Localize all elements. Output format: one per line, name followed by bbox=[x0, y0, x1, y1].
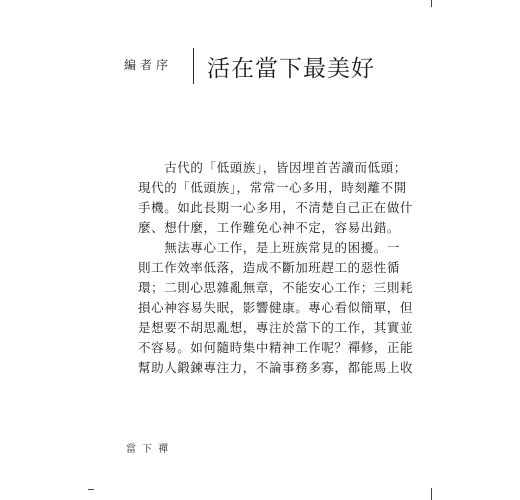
crop-mark-bottom-left bbox=[88, 489, 94, 490]
body-line: 古代的「低頭族」，皆因埋首苦讀而低頭； bbox=[138, 160, 407, 175]
body-line: 現代的「低頭族」，常常一心多用，時刻離不開 bbox=[138, 180, 407, 195]
body-line: 麼、想什麼，工作難免心神不定，容易出錯。 bbox=[138, 220, 401, 235]
section-label: 編者序 bbox=[124, 58, 173, 72]
body-line: 損心神容易失眠，影響健康。專心看似簡單，但 bbox=[138, 300, 414, 315]
crop-mark-top-right bbox=[431, 0, 432, 7]
body-line: 不容易。如何隨時集中精神工作呢？禪修，正能 bbox=[138, 340, 414, 355]
crop-mark-bottom-right bbox=[431, 488, 432, 500]
page-title: 活在當下最美好 bbox=[207, 56, 375, 82]
body-text bbox=[138, 158, 414, 378]
running-footer: 當下禪 bbox=[126, 444, 174, 455]
body-line: 則工作效率低落，造成不斷加班趕工的惡性循 bbox=[138, 260, 401, 275]
title-divider bbox=[193, 48, 194, 84]
body-line: 手機。如此長期一心多用，不清楚自己正在做什 bbox=[138, 200, 414, 215]
body-line: 環；二則心思雜亂無章，不能安心工作；三則耗 bbox=[138, 280, 414, 295]
body-line: 是想要不胡思亂想，專注於當下的工作，其實並 bbox=[138, 320, 414, 335]
body-line: 幫助人鍛鍊專注力，不論事務多寡，都能馬上收 bbox=[138, 360, 414, 375]
body-line: 無法專心工作，是上班族常見的困擾。一 bbox=[138, 240, 401, 255]
